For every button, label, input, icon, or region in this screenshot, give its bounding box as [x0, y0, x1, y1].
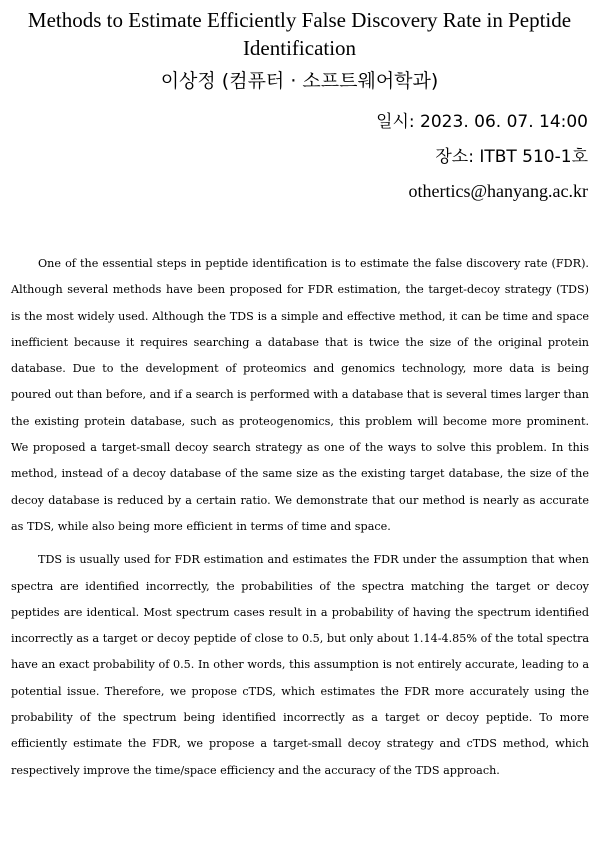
- abstract-paragraph-2: TDS is usually used for FDR estimation and estimates the FDR under the assumption that when spectra are identified incorrectly, the probabilities of the spectra matching the target or decoy peptides are identical. Most spectrum cases result in a probability of having the spectrum identified incorrectly as a target or decoy peptide of close to 0.5, but only about 1.14-4.85% of the total spectra have an exact probability of 0.5. In other words, this assumption is not entirely accurate, leading to a potential issue. Therefore, we propose cTDS, which estimates the FDR more accurately using the probability of the spectrum being identified incorrectly as a target or decoy peptide. To more efficiently estimate the FDR, we propose a target-small decoy strategy and cTDS method, which respectively improve the time/space efficiency and the accuracy of the TDS approach.: [11, 553, 589, 777]
- abstract-paragraph-1: One of the essential steps in peptide identification is to estimate the false discovery rate (FDR). Although several methods have been proposed for FDR estimation, the target-decoy strategy (TDS) is the most widely used. Although the TDS is a simple and effective method, it can be time and space inefficient because it requires searching a database that is twice the size of the original protein database. Due to the development of proteomics and genomics technology, more data is being poured out than before, and if a search is performed with a database that is several times larger than the existing protein database, such as proteogenomics, this problem will become more prominent. We proposed a target-small decoy search strategy as one of the ways to solve this problem. In this method, instead of a decoy database of the same size as the existing target database, the size of the decoy database is reduced by a certain ratio. We demonstrate that our method is nearly as accurate as TDS, while also being more efficient in terms of time and space.: [11, 257, 589, 533]
- datetime-line: 일시: 2023. 06. 07. 14:00: [376, 112, 588, 132]
- page-title: Methods to Estimate Efficiently False Discovery Rate in Peptide Identification: [27, 8, 572, 60]
- author-line: 이상정 (컴퓨터 · 소프트웨어학과): [160, 70, 439, 92]
- abstract-body: [11, 251, 589, 784]
- place-line: 장소: ITBT 510-1호: [435, 147, 588, 167]
- email-line: othertics@hanyang.ac.kr: [408, 181, 588, 201]
